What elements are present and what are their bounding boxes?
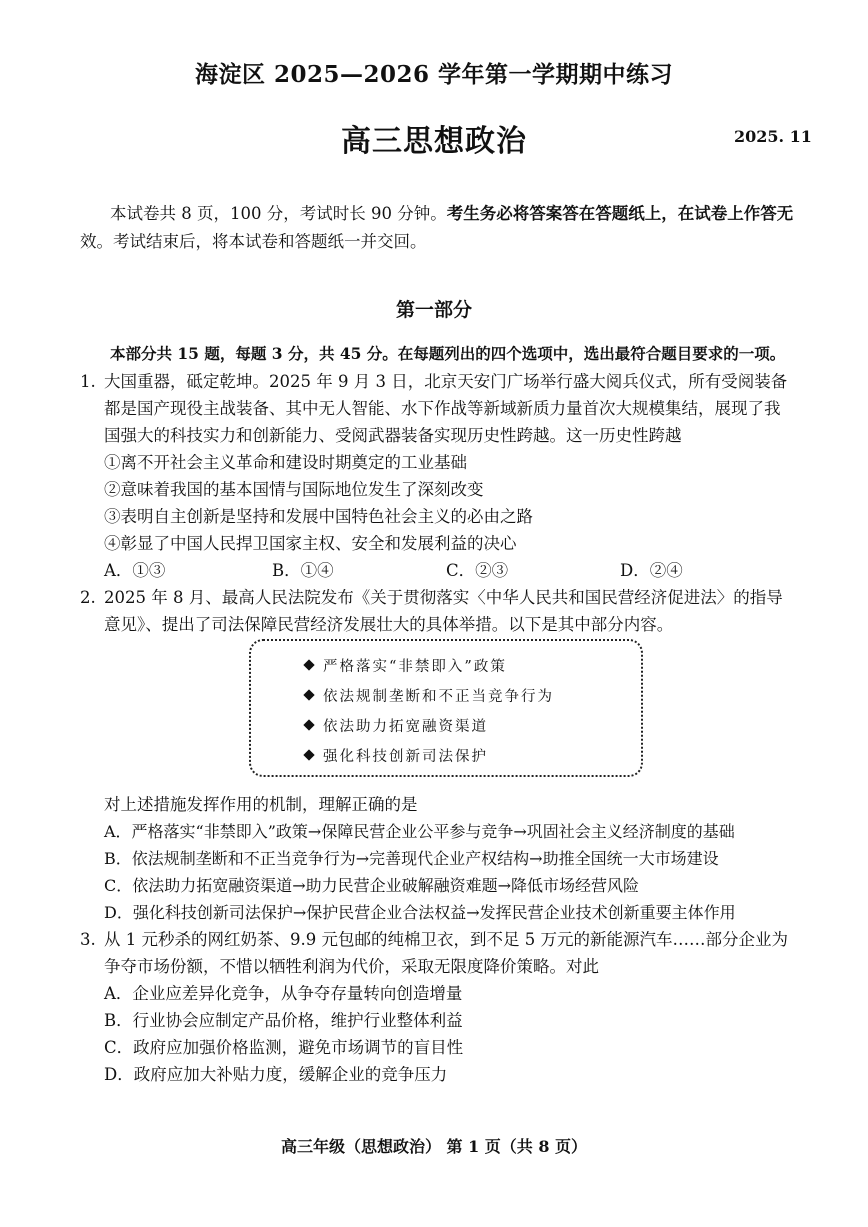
q1-choice-b: B．①④	[272, 561, 334, 580]
q1-choice-d: D．②④	[620, 561, 683, 580]
instructions-line-1	[110, 201, 793, 227]
q1-stem-line-3: 国强大的科技实力和创新能力、受阅武器装备实现历史性跨越。这一历史性跨越	[104, 426, 682, 445]
exam-date: 2025. 11	[734, 127, 812, 146]
page-footer: 高三年级（思想政治） 第 1 页（共 8 页）	[280, 1137, 588, 1156]
q2-box-item-text: 依法规制垄断和不正当竞争行为	[323, 689, 554, 705]
q1-choice-c: C．②③	[446, 561, 509, 580]
q3-option-c: C．政府应加强价格监测，避免市场调节的盲目性	[104, 1038, 464, 1057]
q3-stem-line-2: 争夺市场份额，不惜以牺牲利润为代价，采取无限度降价策略。对此	[104, 957, 599, 976]
q1-stem-line-1: 大国重器，砥定乾坤。2025 年 9 月 3 日，北京天安门广场举行盛大阅兵仪式，所有受阅装备	[104, 372, 788, 391]
q2-stem-line-2: 意见》、提出了司法保障民营经济发展壮大的具体举措。以下是其中部分内容。	[104, 615, 674, 634]
q2-box-item	[305, 685, 554, 706]
subject-title: 高三思想政治	[341, 124, 527, 159]
q2-option-a: A．严格落实“非禁即入”政策→保障民营企业公平参与竞争→巩固社会主义经济制度的基础	[104, 822, 735, 841]
q1-choice-a: A．①③	[104, 561, 166, 580]
q3-stem-line-1: 从 1 元秒杀的网红奶茶、9.9 元包邮的纯棉卫衣，到不足 5 万元的新能源汽车……部分企业为	[104, 930, 788, 949]
q2-measures-box	[249, 639, 643, 777]
q2-box-item	[305, 715, 488, 736]
q1-statement-2: ②意味着我国的基本国情与国际地位发生了深刻改变	[104, 480, 484, 499]
q2-box-item	[305, 745, 488, 766]
part-title: 第一部分	[395, 299, 472, 321]
part-intro: 本部分共 15 题，每题 3 分，共 45 分。在每题列出的四个选项中，选出最符合题目要求的一项。	[110, 344, 786, 363]
q1-stem-line-2: 都是国产现役主战装备、其中无人智能、水下作战等新域新质力量首次大规模集结，展现了我	[104, 399, 781, 418]
q1-number: 1.	[80, 372, 96, 391]
diamond-bullet-icon	[303, 749, 314, 760]
q2-prompt: 对上述措施发挥作用的机制，理解正确的是	[104, 795, 418, 814]
q2-stem-line-1: 2025 年 8 月、最高人民法院发布《关于贯彻落实〈中华人民共和国民营经济促进法〉的指导	[104, 588, 783, 607]
q3-number: 3.	[80, 930, 96, 949]
q1-statement-1: ①离不开社会主义革命和建设时期奠定的工业基础	[104, 453, 467, 472]
q2-option-b: B．依法规制垄断和不正当竞争行为→完善现代企业产权结构→助推全国统一大市场建设	[104, 849, 719, 868]
exam-title: 海淀区 2025—2026 学年第一学期期中练习	[194, 61, 674, 88]
q3-option-b: B．行业协会应制定产品价格，维护行业整体利益	[104, 1011, 463, 1030]
q2-box-item	[305, 655, 507, 676]
q2-option-c: C．依法助力拓宽融资渠道→助力民营企业破解融资难题→降低市场经营风险	[104, 876, 640, 895]
q2-box-item-text: 依法助力拓宽融资渠道	[323, 719, 488, 735]
instructions-line-2: 效。考试结束后，将本试卷和答题纸一并交回。	[80, 232, 427, 251]
q3-option-a: A．企业应差异化竞争，从争夺存量转向创造增量	[104, 984, 463, 1003]
q2-option-d: D．强化科技创新司法保护→保护民营企业合法权益→发挥民营企业技术创新重要主体作用	[104, 903, 736, 922]
q2-box-item-text: 强化科技创新司法保护	[323, 749, 488, 765]
instructions-bold: 考生务必将答案答在答题纸上，在试卷上作答无	[446, 204, 794, 223]
q3-option-d: D．政府应加大补贴力度，缓解企业的竞争压力	[104, 1065, 448, 1084]
q1-statement-4: ④彰显了中国人民捍卫国家主权、安全和发展利益的决心	[104, 534, 517, 553]
diamond-bullet-icon	[303, 689, 314, 700]
q2-box-item-text: 严格落实“非禁即入”政策	[323, 659, 507, 675]
diamond-bullet-icon	[303, 719, 314, 730]
instructions-normal: 本试卷共 8 页，100 分，考试时长 90 分钟。	[110, 204, 447, 223]
q2-number: 2.	[80, 588, 96, 607]
diamond-bullet-icon	[303, 659, 314, 670]
q1-statement-3: ③表明自主创新是坚持和发展中国特色社会主义的必由之路	[104, 507, 533, 526]
